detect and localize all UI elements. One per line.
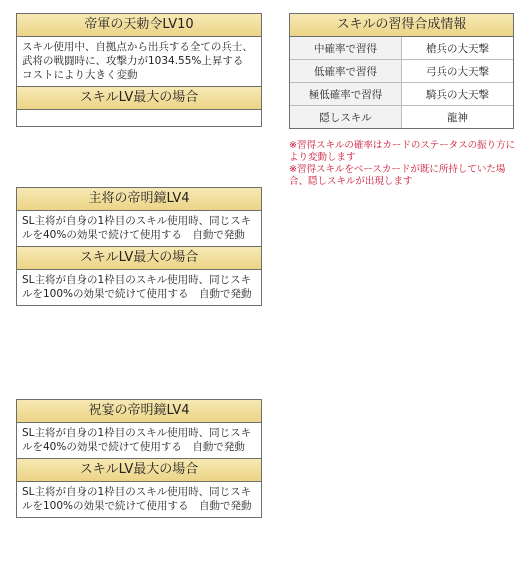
note-text: ※習得スキルをベースカードが既に所持していた場合、隠しスキルが出現します — [289, 164, 506, 187]
row-label: 隠しスキル — [290, 106, 402, 129]
skill-acquisition-info — [289, 13, 514, 129]
skill-max-level-header: スキルLV最大の場合 — [17, 246, 261, 270]
info-title: スキルの習得合成情報 — [290, 14, 513, 37]
skill-max-level-description: SL主将が自身の1枠目のスキル使用時、同じスキルを100%の効果で続けて使用する 自動で発動 — [22, 274, 252, 300]
skill-card-shusho — [16, 187, 262, 306]
row-label: 中確率で習得 — [290, 37, 402, 60]
skill-title: 帝軍の天勅令LV10 — [17, 14, 261, 37]
skill-max-level-header: スキルLV最大の場合 — [17, 458, 261, 482]
skill-max-level-description — [17, 110, 261, 126]
table-row — [290, 60, 513, 83]
skill-max-level-description: SL主将が自身の1枠目のスキル使用時、同じスキルを100%の効果で続けて使用する 自動で発動 — [22, 486, 252, 512]
info-table — [290, 37, 513, 128]
table-row — [290, 83, 513, 106]
skill-card-shukuen — [16, 399, 262, 518]
row-value: 槍兵の大天撃 — [402, 37, 514, 60]
skill-card-teigun — [16, 13, 262, 127]
skill-title: 主将の帝明鏡LV4 — [17, 188, 261, 211]
row-label: 極低確率で習得 — [290, 83, 402, 106]
table-row — [290, 106, 513, 129]
row-value: 龍神 — [402, 106, 514, 129]
info-notes — [289, 140, 519, 188]
note-text: ※習得スキルの確率はカードのステータスの振り方により変動します — [289, 140, 516, 163]
row-value: 弓兵の大天撃 — [402, 60, 514, 83]
row-value: 騎兵の大天撃 — [402, 83, 514, 106]
skill-title: 祝宴の帝明鏡LV4 — [17, 400, 261, 423]
skill-description: スキル使用中、自拠点から出兵する全ての兵士、武将の戦闘時に、攻撃力が1034.55%上昇する コストにより大きく変動 — [22, 41, 253, 81]
skill-description: SL主将が自身の1枠目のスキル使用時、同じスキルを40%の効果で続けて使用する 自動で発動 — [22, 427, 252, 453]
row-label: 低確率で習得 — [290, 60, 402, 83]
skill-max-level-header: スキルLV最大の場合 — [17, 86, 261, 110]
table-row — [290, 37, 513, 60]
skill-description: SL主将が自身の1枠目のスキル使用時、同じスキルを40%の効果で続けて使用する 自動で発動 — [22, 215, 252, 241]
